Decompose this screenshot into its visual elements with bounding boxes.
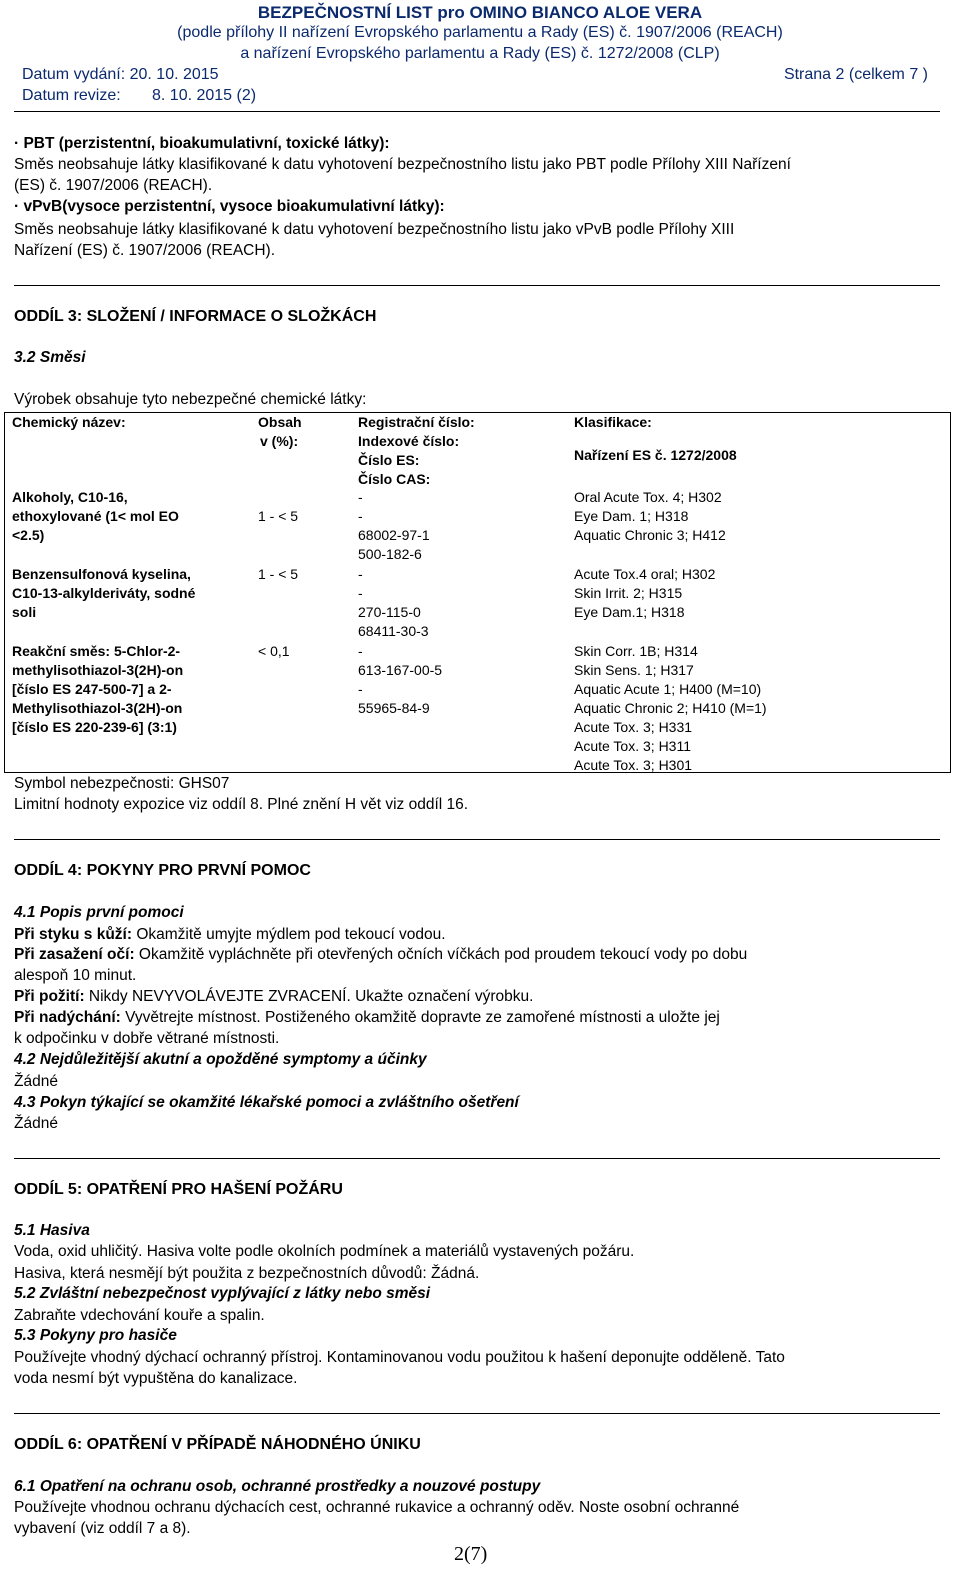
section-divider — [14, 839, 940, 840]
ingestion: Při požití: Nikdy NEVYVOLÁVEJTE ZVRACENÍ. Ukažte označení výrobku. — [14, 988, 534, 1005]
vpvb-heading: · vPvB(vysoce perzistentní, vysoce bioakumulativní látky): — [14, 198, 445, 215]
table-row-2-name: Benzensulfonová kyselina, C10-13-alkylderiváty, sodné soli — [12, 566, 196, 620]
pbt-heading: · PBT (perzistentní, bioakumulativní, toxické látky): — [14, 135, 390, 152]
table-row-3-classification: Skin Corr. 1B; H314 Skin Sens. 1; H317 Aquatic Acute 1; H400 (M=10) Aquatic Chronic 2; H410 (M=1) Acute Tox. 3; H331 Acute Tox. 3; H311 Acute Tox. 3; H301 — [574, 643, 767, 773]
section-divider — [14, 285, 940, 286]
regulation-line-1: (podle přílohy II nařízení Evropského parlamentu a Rady (ES) č. 1907/2006 (REACH) — [177, 24, 783, 41]
inhalation: Při nadýchání: Vyvětrejte místnost. Postiženého okamžitě dopravte ze zamořené místnosti a uložte jej — [14, 1009, 720, 1026]
section-divider — [14, 1158, 940, 1159]
page-indicator: Strana 2 (celkem 7 ) — [783, 66, 928, 83]
header-divider — [14, 111, 940, 112]
page-number: 2(7) — [454, 1543, 488, 1565]
column-header-content: Obsah v (%): — [258, 414, 302, 449]
section-5-3-text-2: voda nesmí být vypuštěna do kanalizace. — [14, 1370, 298, 1387]
table-row-2-content: 1 - < 5 — [258, 566, 299, 582]
inhalation-continued: k odpočinku v dobře větrané místnosti. — [14, 1030, 280, 1047]
table-row-1-classification: Oral Acute Tox. 4; H302 Eye Dam. 1; H318 Aquatic Chronic 3; H412 — [574, 489, 726, 543]
regulation-line-2: a nařízení Evropského parlamentu a Rady (ES) č. 1272/2008 (CLP) — [240, 45, 720, 62]
section-4-heading: ODDÍL 4: POKYNY PRO PRVNÍ POMOC — [14, 862, 311, 879]
section-4-2-text: Žádné — [14, 1073, 58, 1090]
exposure-limits-note: Limitní hodnoty expozice viz oddíl 8. Plné znění H vět viz oddíl 16. — [14, 796, 469, 813]
issue-date: Datum vydání: 20. 10. 2015 — [22, 66, 219, 83]
section-5-1-text-2: Hasiva, která nesmějí být použita z bezpečnostních důvodů: Žádná. — [14, 1265, 480, 1282]
revision-date-value: 8. 10. 2015 (2) — [152, 87, 257, 104]
eye-contact: Při zasažení očí: Okamžitě vypláchněte při otevřených očních víčkách pod proudem tekoucí vody po dobu — [14, 946, 748, 963]
section-4-1-heading: 4.1 Popis první pomoci — [14, 904, 184, 921]
table-row-1-registration: - - 68002-97-1 500-182-6 — [358, 489, 430, 562]
section-5-heading: ODDÍL 5: OPATŘENÍ PRO HAŠENÍ POŽÁRU — [14, 1181, 343, 1198]
table-row-2-registration: - - 270-115-0 68411-30-3 — [358, 566, 429, 639]
column-header-name: Chemický název: — [12, 414, 126, 430]
section-5-1-heading: 5.1 Hasiva — [14, 1222, 90, 1239]
section-4-2-heading: 4.2 Nejdůležitější akutní a opožděné symptomy a účinky — [14, 1051, 427, 1068]
section-6-1-heading: 6.1 Opatření na ochranu osob, ochranné prostředky a nouzové postupy — [14, 1478, 541, 1495]
section-4-3-text: Žádné — [14, 1115, 58, 1132]
section-5-1-text-1: Voda, oxid uhličitý. Hasiva volte podle okolních podmínek a materiálů vystavených požáru. — [14, 1243, 635, 1260]
table-row-1-content: 1 - < 5 — [258, 508, 299, 524]
document-title: BEZPEČNOSTNÍ LIST pro OMINO BIANCO ALOE VERA — [257, 3, 703, 22]
table-row-3-registration: - 613-167-00-5 - 55965-84-9 — [358, 643, 443, 716]
section-6-heading: ODDÍL 6: OPATŘENÍ V PŘÍPADĚ NÁHODNÉHO ÚNIKU — [14, 1436, 421, 1453]
pbt-text-2: (ES) č. 1907/2006 (REACH). — [14, 177, 213, 194]
table-row-3-name: Reakční směs: 5-Chlor-2- methylisothiazol-3(2H)-on [číslo ES 247-500-7] a 2- Methylisothiazol-3(2H)-on [číslo ES 220-239-6] (3:1) — [12, 643, 184, 735]
pbt-text-1: Směs neobsahuje látky klasifikované k datu vyhotovení bezpečnostního listu jako PBT podle Přílohy XIII Nařízení — [14, 156, 791, 173]
section-3-heading: ODDÍL 3: SLOŽENÍ / INFORMACE O SLOŽKÁCH — [14, 308, 377, 325]
table-row-1-name: Alkoholy, C10-16, ethoxylované (1< mol EO <2.5) — [12, 489, 179, 543]
section-5-2-heading: 5.2 Zvláštní nebezpečnost vyplývající z látky nebo směsi — [14, 1285, 431, 1302]
hazardous-substances-intro: Výrobek obsahuje tyto nebezpečné chemické látky: — [14, 391, 367, 408]
column-header-classification: Klasifikace: Nařízení ES č. 1272/2008 — [574, 414, 737, 463]
column-header-registration: Registrační číslo: Indexové číslo: Číslo ES: Číslo CAS: — [358, 414, 475, 487]
table-row-2-classification: Acute Tox.4 oral; H302 Skin Irrit. 2; H315 Eye Dam.1; H318 — [574, 566, 716, 620]
section-5-3-text-1: Používejte vhodný dýchací ochranný přístroj. Kontaminovanou vodu použitou k hašení deponujte odděleně. Tato — [14, 1349, 785, 1366]
table-row-3-content: < 0,1 — [258, 643, 290, 659]
section-6-1-text-2: vybavení (viz oddíl 7 a 8). — [14, 1520, 191, 1537]
section-6-1-text-1: Používejte vhodnou ochranu dýchacích cest, ochranné rukavice a ochranný oděv. Noste osobní ochranné — [14, 1499, 740, 1516]
skin-contact: Při styku s kůží: Okamžitě umyjte mýdlem pod tekoucí vodou. — [14, 926, 446, 943]
section-5-2-text: Zabraňte vdechování kouře a spalin. — [14, 1307, 265, 1324]
section-5-3-heading: 5.3 Pokyny pro hasiče — [14, 1327, 177, 1344]
section-divider — [14, 1413, 940, 1414]
hazard-symbol: Symbol nebezpečnosti: GHS07 — [14, 775, 230, 792]
vpvb-text-1: Směs neobsahuje látky klasifikované k datu vyhotovení bezpečnostního listu jako vPvB podle Přílohy XIII — [14, 221, 735, 238]
section-3-2-heading: 3.2 Směsi — [14, 349, 86, 366]
vpvb-text-2: Nařízení (ES) č. 1907/2006 (REACH). — [14, 242, 276, 259]
revision-date-label: Datum revize: — [22, 87, 121, 104]
section-4-3-heading: 4.3 Pokyn týkající se okamžité lékařské pomoci a zvláštního ošetření — [14, 1094, 519, 1111]
eye-contact-continued: alespoň 10 minut. — [14, 967, 137, 984]
